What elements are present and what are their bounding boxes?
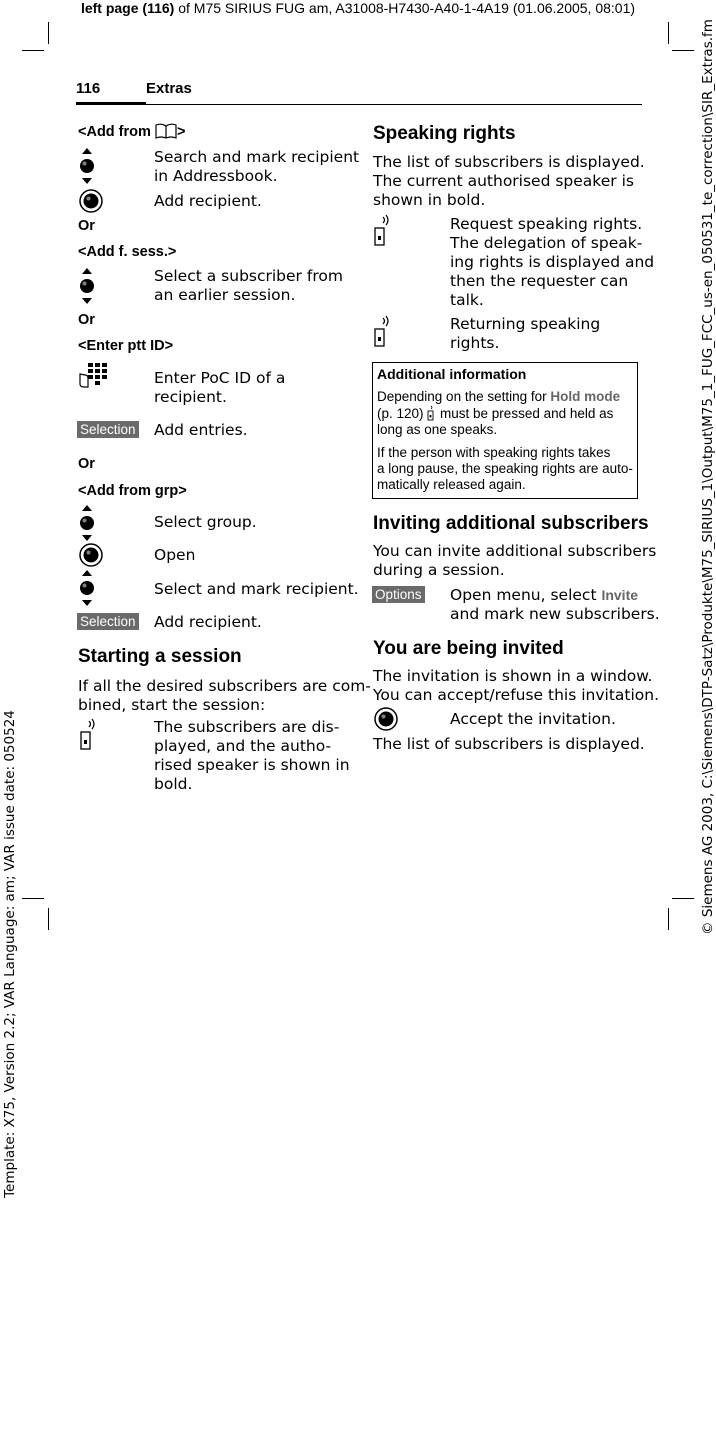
document-header-line [0, 0, 716, 16]
add-recipient-text: Add recipient. [154, 192, 262, 210]
additional-info-box [372, 362, 638, 499]
add-recipient-text: Add recipient. [154, 613, 262, 631]
center-key-icon [79, 189, 103, 213]
being-invited-text: The invitation is shown in a window. You can accept/refuse this invitation. [373, 667, 660, 704]
ptt-key-icon [80, 719, 98, 751]
center-key-icon [79, 543, 103, 567]
list-displayed-text: The list of subscribers is displayed. [373, 735, 645, 753]
add-entries-text: Add entries. [154, 421, 248, 439]
selection-softkey: Selection [77, 613, 139, 630]
options-softkey: Options [372, 586, 425, 603]
or-label: Or [78, 456, 95, 472]
add-f-sess-cmd: <Add f. sess.> [78, 244, 177, 260]
add-from-book-cmd: <Add from > [78, 124, 186, 140]
center-key-icon [374, 707, 398, 731]
header-rule [76, 104, 642, 105]
select-mark-text: Select and mark recipient. [154, 580, 359, 598]
select-subscriber-text: Select a subscriber from an earlier session. [154, 267, 343, 304]
add-from-grp-cmd: <Add from grp> [78, 483, 187, 499]
crop-mark [22, 50, 44, 51]
template-info: Template: X75, Version 2.2; VAR Language: am; VAR issue date: 050524 [2, 710, 18, 1198]
open-text: Open [154, 546, 196, 564]
ptt-key-icon [427, 405, 436, 421]
returning-rights-text: Returning speaking rights. [450, 315, 601, 352]
navigation-key-icon [79, 570, 95, 606]
request-rights-text: Request speaking rights. The delegation of speak- ing rights is displayed and then the requester can talk. [450, 215, 655, 309]
or-label: Or [78, 218, 95, 234]
inviting-text: You can invite additional subscribers during a session. [373, 542, 657, 579]
phonebook-icon [155, 123, 177, 139]
selection-softkey: Selection [77, 421, 139, 438]
starting-session-text: If all the desired subscribers are com- bined, start the session: [78, 677, 371, 714]
navigation-key-icon [79, 268, 95, 304]
inviting-heading: Inviting additional subscribers [373, 513, 649, 534]
doc-ref: of M75 SIRIUS FUG am, A31008-H7430-A40-1-4A19 (01.06.2005, 08:01) [174, 0, 636, 16]
navigation-key-icon [79, 148, 95, 184]
keypad-icon [78, 362, 110, 388]
page-number: 116 [76, 80, 101, 97]
navigation-key-icon [79, 505, 95, 541]
info-hold-mode-text: Depending on the setting for Hold mode (p. 120) must be pressed and held as long as one speaks. [377, 389, 621, 437]
ptt-key-icon [374, 316, 392, 348]
speaking-rights-heading: Speaking rights [373, 123, 516, 144]
enter-ptt-cmd: <Enter ptt ID> [78, 338, 174, 354]
copyright-info: © Siemens AG 2003, C:\Siemens\DTP-Satz\Produkte\M75_SIRIUS_1\Output\M75_1_FUG_FCC_us-en_050531_te_correction\SIR_Extras.fm [700, 19, 716, 935]
crop-mark [672, 898, 694, 899]
speaking-rights-text: The list of subscribers is displayed. The current authorised speaker is shown in bold. [373, 153, 645, 209]
search-mark-text: Search and mark recipient in Addressbook. [154, 148, 360, 185]
being-invited-heading: You are being invited [373, 638, 564, 659]
info-pause-text: If the person with speaking rights takes a long pause, the speaking rights are auto- matically released again. [377, 445, 633, 492]
page-ref: left page (116) [80, 0, 175, 16]
info-title: Additional information [377, 366, 527, 382]
crop-mark [672, 50, 694, 51]
open-menu-text: Open menu, select Invite and mark new subscribers. [450, 586, 660, 623]
crop-mark [668, 22, 669, 44]
crop-mark [48, 908, 49, 930]
accept-text: Accept the invitation. [450, 710, 616, 728]
chapter-title: Extras [146, 80, 192, 97]
crop-mark [22, 898, 44, 899]
select-group-text: Select group. [154, 513, 257, 531]
crop-mark [48, 22, 49, 44]
subscribers-displayed-text: The subscribers are dis- played, and the autho- rised speaker is shown in bold. [154, 718, 350, 793]
starting-session-heading: Starting a session [78, 646, 242, 667]
crop-mark [668, 908, 669, 930]
or-label: Or [78, 312, 95, 328]
ptt-key-icon [374, 215, 392, 247]
enter-poc-text: Enter PoC ID of a recipient. [154, 369, 286, 406]
